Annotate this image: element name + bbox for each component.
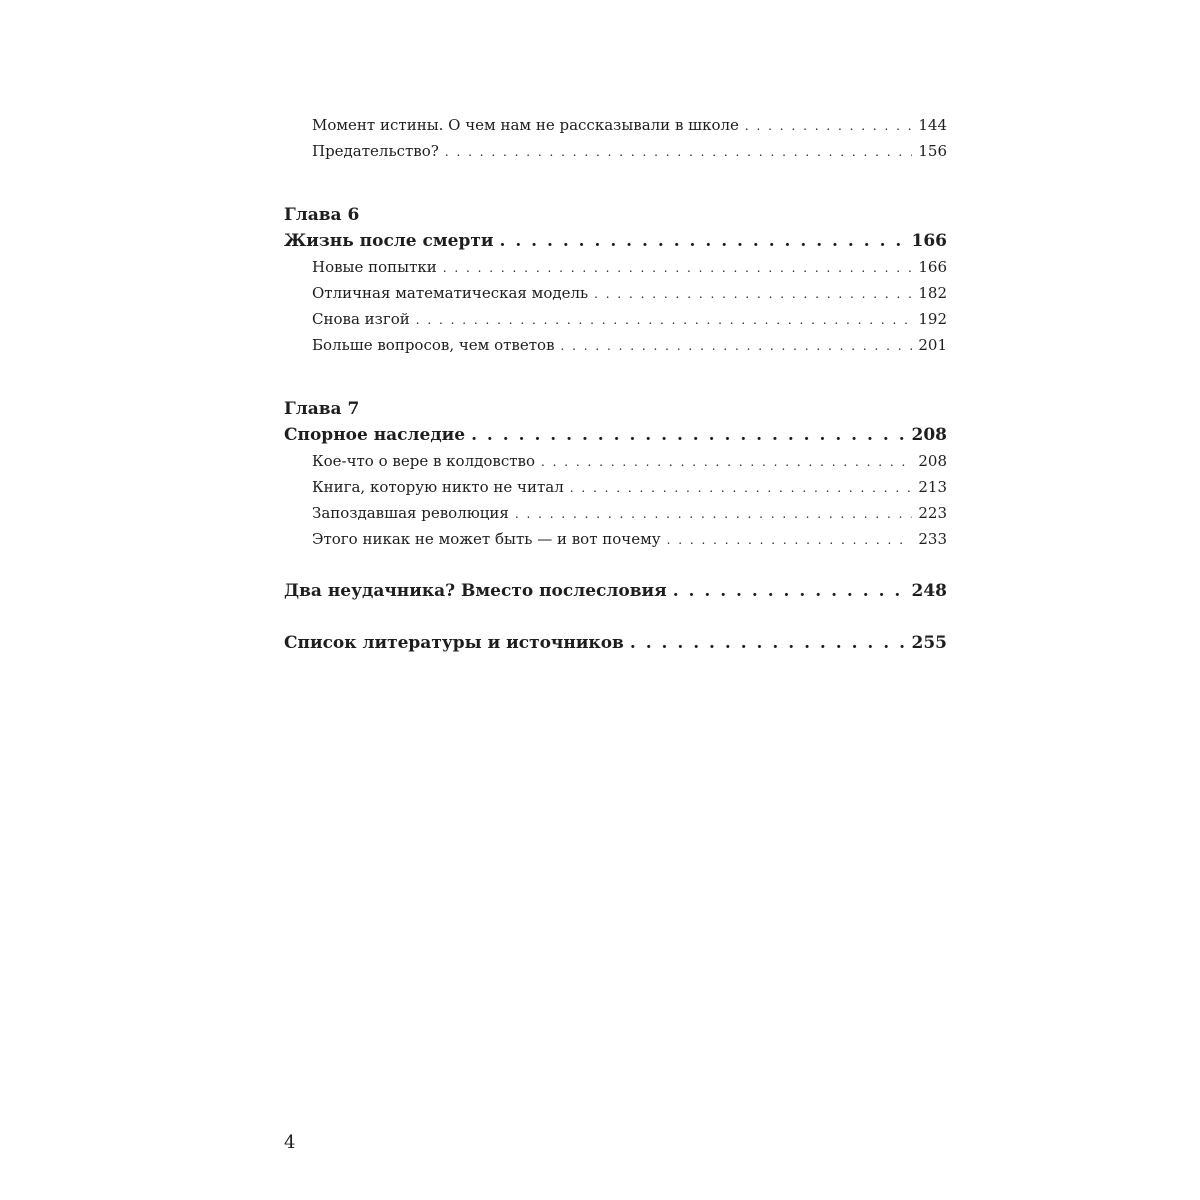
toc-entry-page: 182 <box>918 284 947 302</box>
dot-leader <box>570 475 913 500</box>
dot-leader <box>541 449 912 474</box>
chapter-6-label: Глава 6 <box>284 205 360 225</box>
toc-entry-title: Отличная математическая модель <box>312 284 589 302</box>
toc-entry-page: 255 <box>911 633 947 653</box>
dot-leader <box>630 630 906 656</box>
toc-entry-page: 233 <box>918 530 947 548</box>
table-of-contents <box>284 112 947 656</box>
chapter-7-label: Глава 7 <box>284 399 360 419</box>
toc-entry-page: 192 <box>918 310 947 328</box>
toc-entry-title: Запоздавшая революция <box>312 504 509 522</box>
toc-entry-title: Этого никак не может быть — и вот почему <box>312 530 661 548</box>
toc-entry <box>284 500 947 526</box>
toc-entry-page: 208 <box>918 452 947 470</box>
page-number: 4 <box>284 1132 296 1153</box>
toc-entry-title: Два неудачника? Вместо послесловия <box>284 581 667 601</box>
toc-entry <box>284 280 947 306</box>
chapter-7-title-entry <box>284 422 947 448</box>
toc-entry-title: Новые попытки <box>312 258 437 276</box>
toc-entry-page: 213 <box>918 478 947 496</box>
toc-entry <box>284 332 947 358</box>
toc-entry-title: Больше вопросов, чем ответов <box>312 336 555 354</box>
toc-entry-page: 166 <box>918 258 947 276</box>
toc-entry-title: Спорное наследие <box>284 425 466 445</box>
toc-entry-page: 166 <box>911 231 947 251</box>
toc-entry-page: 248 <box>911 581 947 601</box>
toc-entry <box>284 526 947 552</box>
toc-entry <box>284 306 947 332</box>
toc-entry-page: 201 <box>918 336 947 354</box>
toc-entry <box>284 474 947 500</box>
toc-entry-page: 223 <box>918 504 947 522</box>
dot-leader <box>594 281 912 306</box>
dot-leader <box>561 333 913 358</box>
bibliography-entry <box>284 630 947 656</box>
toc-entry-page: 156 <box>918 142 947 160</box>
toc-entry-title: Кое-что о вере в колдовство <box>312 452 536 470</box>
toc-entry <box>284 138 947 164</box>
toc-entry-title: Предательство? <box>312 142 439 160</box>
dot-leader <box>515 501 912 526</box>
dot-leader <box>673 578 906 604</box>
toc-entry-page: 144 <box>918 116 947 134</box>
toc-entry-title: Список литературы и источников <box>284 633 624 653</box>
dot-leader <box>667 527 913 552</box>
toc-entry-title: Книга, которую никто не читал <box>312 478 564 496</box>
dot-leader <box>499 228 905 254</box>
toc-entry-title: Жизнь после смерти <box>284 231 494 251</box>
toc-entry-page: 208 <box>911 425 947 445</box>
dot-leader <box>443 255 913 280</box>
dot-leader <box>471 422 905 448</box>
toc-entry <box>284 254 947 280</box>
dot-leader <box>445 139 913 164</box>
dot-leader <box>745 113 912 138</box>
dot-leader <box>416 307 913 332</box>
chapter-6-title-entry <box>284 228 947 254</box>
toc-entry <box>284 448 947 474</box>
toc-entry <box>284 112 947 138</box>
afterword-entry <box>284 578 947 604</box>
toc-entry-title: Снова изгой <box>312 310 410 328</box>
toc-entry-title: Момент истины. О чем нам не рассказывали в школе <box>312 116 739 134</box>
